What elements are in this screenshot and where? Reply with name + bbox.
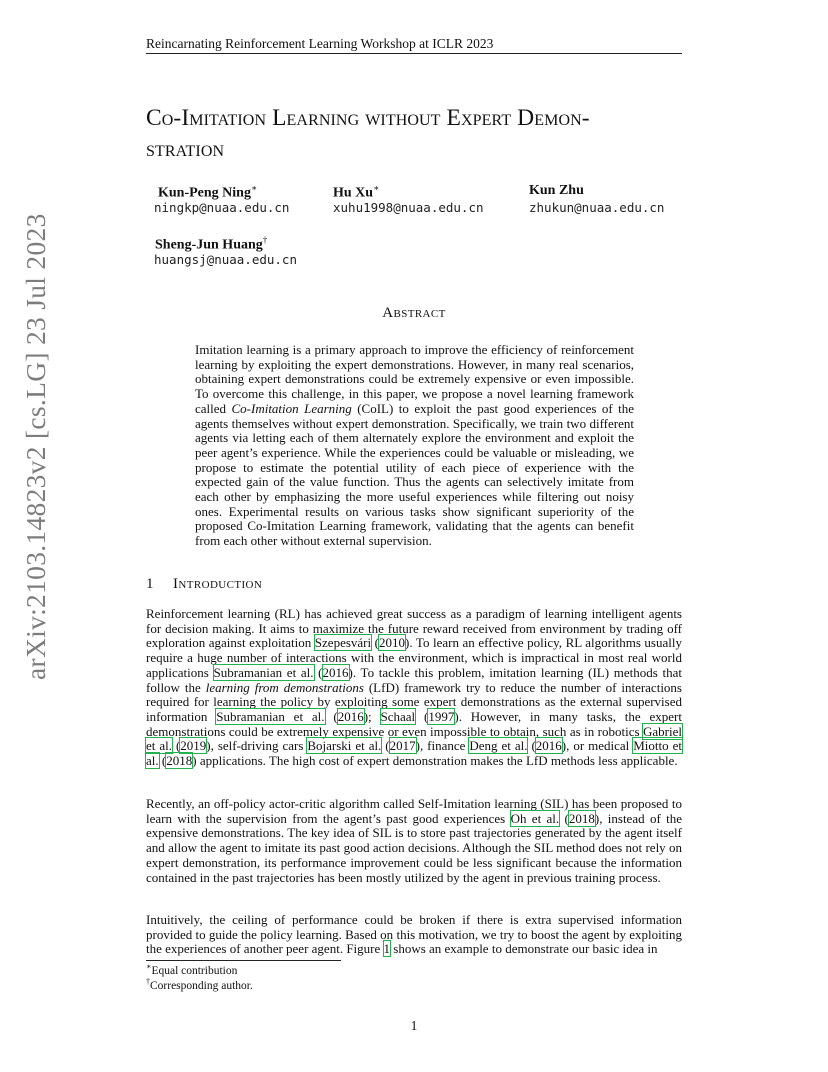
abstract-text: (CoIL) to exploit the past good experiences of the agents themselves without expert demonstration. Specifically, we train two different agents via letting each of them alternately explore the environment and exploit the peer agent’s experience. While the experiences could be valuable or misleading, we propose to estimate the potential utility of each piece of experience with the expected gain of the value function. Thus the agents can selectively imitate from each other by emphasizing the more useful experiences while filtering out noisy ones. Experimental results on various tasks show significant superiority of the proposed Co-Imitation Learning framework, validating that the agents can benefit from each other without external supervision. — [195, 400, 634, 549]
citation-link[interactable]: Oh et al. — [510, 810, 560, 826]
author-mark: † — [262, 235, 268, 245]
abstract-heading: Abstract — [382, 305, 446, 321]
section-number: 1 — [146, 576, 154, 592]
text: , finance — [419, 738, 470, 754]
section-title: Introduction — [173, 576, 263, 592]
abstract-body — [195, 343, 634, 549]
arxiv-stamp[interactable]: arXiv:2103.14823v2 [cs.LG] 23 Jul 2023 — [20, 213, 51, 680]
author-3 — [529, 183, 584, 199]
text: Reinforcement learning (RL) has achieved great success as a paradigm of learning intelligent agents for decision making. It aims to maximize the future reward received from environment by trading off exploration against exploitation — [146, 606, 682, 651]
citation-year-link[interactable]: 2018 — [166, 753, 193, 769]
author-mark: ∗ — [250, 183, 258, 193]
section-heading-introduction — [146, 576, 262, 593]
author-4-email[interactable]: huangsj@nuaa.edu.cn — [154, 252, 297, 267]
emphasis: learning from demonstrations — [205, 679, 364, 695]
author-1 — [158, 183, 257, 202]
citation-link[interactable]: Subramanian et al. — [213, 664, 314, 680]
citation-year-link[interactable]: 2018 — [568, 810, 595, 826]
citation-link[interactable]: Gabriel et al. — [146, 723, 682, 754]
citation-link[interactable]: Subramanian et al. — [216, 708, 325, 724]
author-name: Hu Xu — [333, 185, 374, 201]
intro-paragraph-1: Reinforcement learning (RL) has achieved great success as a paradigm of learning intelligent agents for decision making. It aims to maximize the future reward received from environment by trading off exploration against exploitation Szepesvári (2010). To learn an effective policy, RL algorithms usually require a huge number of interactions with the environment, which is impractical in most real world applications Subramanian et al. (2016). To tackle this problem, imitation learning (IL) methods that follow the learning from demonstrations (LfD) framework try to reduce the number of interactions required for learning the policy by exploiting some expert demonstrations as the external supervised information Subramanian et al. (2016); Schaal (1997). However, in many tasks, the expert demonstrations could be extremely expensive or even impossible to obtain, such as in robotics Gabriel et al. (2019), self-driving cars Bojarski et al. (2017), finance Deng et al. (2016), or medical Miotto et al. (2018) applications. The high cost of expert demonstration makes the LfD methods less applicable. — [146, 606, 682, 769]
abstract-emphasis: Co-Imitation Learning — [231, 400, 352, 416]
text: . However, in many tasks, the expert demonstrations could be extremely expensive or even impossible to obtain, such as in robotics — [146, 708, 682, 739]
text: . To tackle this problem, imitation learning (IL) methods that follow the — [146, 664, 682, 695]
citation-link[interactable]: Deng et al. — [469, 738, 528, 754]
title-line-2: stration — [146, 136, 225, 162]
text: . To learn an effective policy, RL algorithms usually require a huge number of interactions with the environment, which is impractical in most real world applications — [146, 635, 682, 680]
citation-link[interactable]: Szepesvári — [314, 635, 372, 651]
text: shows an example to demonstrate our basic idea in — [390, 941, 658, 957]
citation-year-link[interactable]: 2017 — [389, 738, 416, 754]
title-line-1: Co-Imitation Learning without Expert Demon- — [146, 105, 590, 131]
citation-year-link[interactable]: 2016 — [337, 708, 364, 724]
page-number: 1 — [410, 1018, 418, 1033]
abstract-text: Imitation learning is a primary approach to improve the efficiency of reinforcement learning by exploiting the expert demonstrations. However, in many real scenarios, obtaining expert demonstrations could be extremely expensive or even impossible. To overcome this challenge, in this paper, we propose a novel learning framework called — [195, 342, 634, 416]
author-name: Sheng-Jun Huang — [155, 237, 263, 253]
citation-year-link[interactable]: 2016 — [535, 738, 562, 754]
citation-link[interactable]: Miotto et al. — [146, 738, 682, 769]
citation-year-link[interactable]: 2010 — [379, 635, 405, 651]
footnote-rule — [146, 960, 341, 961]
footnote-2 — [146, 977, 253, 992]
text: applications. The high cost of expert demonstration makes the LfD methods less applicable. — [196, 753, 678, 769]
author-2 — [333, 183, 379, 202]
text: Recently, an off-policy actor-critic algorithm called Self-Imitation learning (SIL) has been proposed to learn with the supervision from the agent’s past good experiences — [146, 796, 682, 826]
footnote-mark: † — [146, 977, 150, 986]
citation-link[interactable]: Bojarski et al. — [307, 738, 382, 754]
running-header: Reincarnating Reinforcement Learning Workshop at ICLR 2023 — [146, 36, 494, 51]
author-name: Kun Zhu — [529, 183, 584, 198]
author-2-email[interactable]: xuhu1998@nuaa.edu.cn — [333, 200, 484, 215]
text: , or medical — [566, 738, 634, 754]
citation-link[interactable]: Schaal — [380, 708, 416, 724]
text: , self-driving cars — [210, 738, 308, 754]
text: , instead of the expensive demonstrations. The key idea of SIL is to store past trajectories generated by the agent itself and allow the agent to imitate its past good action decisions. Although the SIL method does not rely on expert demonstration, its performance improvement could be less significant because the information contained in the past trajectories has been mostly utilized by the agent in previous training process. — [146, 810, 682, 885]
text: Intuitively, the ceiling of performance could be broken if there is extra supervised information provided to guide the policy learning. Based on this motivation, we try to boost the agent by exploiting the experiences of another peer agent. Figure — [146, 912, 682, 957]
paper-title — [146, 103, 706, 165]
header-rule — [146, 53, 682, 54]
author-4 — [155, 235, 267, 254]
figure-reference-link[interactable]: 1 — [383, 941, 391, 957]
author-1-email[interactable]: ningkp@nuaa.edu.cn — [154, 200, 290, 215]
intro-paragraph-2: Recently, an off-policy actor-critic algorithm called Self-Imitation learning (SIL) has been proposed to learn with the supervision from the agent’s past good experiences Oh et al. (2018), instead of the expensive demonstrations. The key idea of SIL is to store past trajectories generated by the agent itself and allow the agent to imitate its past good action decisions. Although the SIL method does not rely on expert demonstration, its performance improvement could be less significant because the information contained in the past trajectories has been mostly utilized by the agent in previous training process. — [146, 796, 682, 885]
footnote-mark: ∗ — [146, 962, 152, 971]
citation-year-link[interactable]: 1997 — [428, 708, 455, 724]
citation-year-link[interactable]: 2016 — [322, 664, 349, 680]
author-name: Kun-Peng Ning — [158, 185, 251, 201]
author-mark: ∗ — [373, 183, 380, 193]
footnote-text: Corresponding author. — [150, 979, 253, 992]
citation-year-link[interactable]: 2019 — [180, 738, 207, 754]
intro-paragraph-3 — [146, 913, 682, 957]
author-3-email[interactable]: zhukun@nuaa.edu.cn — [529, 200, 665, 215]
footnote-text: Equal contribution — [151, 964, 238, 977]
footnote-1 — [146, 962, 237, 977]
text: (LfD) framework try to reduce the number of interactions required for learning the policy by exploiting some expert demonstrations as the external supervised information — [146, 679, 682, 724]
